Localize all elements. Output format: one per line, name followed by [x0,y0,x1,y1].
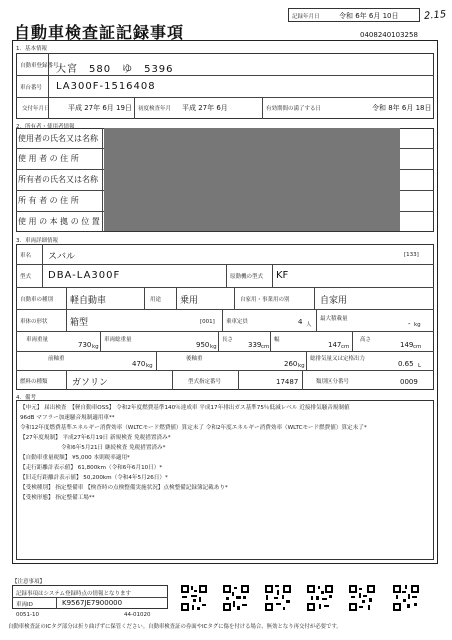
owner-name-label: 所有者の氏名又は名称 [18,175,98,184]
plate-label: 自動車登録番号 [20,63,59,69]
designation-label: 型式指定番号 [188,379,222,385]
designation-value: 17487 [276,378,299,386]
rear-axle-unit: kg [298,363,305,369]
section-vehicle-heading: 3．車両詳細情報 [16,238,58,244]
max-load-label: 最大積載量 [320,316,348,322]
document-number: 0408240103258 [360,31,418,39]
width-value: 147 [328,341,342,349]
notice-heading: 【注意事項】 [12,579,46,585]
weight-label: 車両重量 [26,337,49,343]
note-line: 令和6年5月21日 継続検査 免税措置済み* [20,445,166,451]
gross-weight-unit: kg [210,344,217,350]
user-name-label: 使用者の氏名又は名称 [18,134,98,143]
length-unit: cm [261,344,270,350]
purpose-label: 自家用・事業用の別 [240,297,290,303]
gross-weight-label: 車両総重量 [104,337,132,343]
model-label: 型式 [20,274,32,280]
user-address-label: 使 用 者 の 住 所 [18,154,79,163]
kind-label: 自動車の種別 [20,297,54,303]
owner-address-label: 所 有 者 の 住 所 [18,196,79,205]
category-value: 0009 [400,378,418,386]
note-line: 【27年度規制】 平成27年6月19日 新規検査 免税措置済み* [20,435,171,441]
weight-unit: kg [92,344,99,350]
qr-code-2 [222,584,250,612]
weight-value: 730 [78,341,92,349]
fuel-value: ガソリン [72,378,109,388]
plate-value: 大宮 580 ゆ 5396 [56,64,174,75]
qr-code-6 [392,584,420,612]
capacity-label: 乗車定員 [226,319,249,325]
max-load-unit: kg [414,322,421,328]
use-label: 用途 [150,297,162,303]
front-axle-value: 470 [132,360,146,368]
note-line: 【走行距離計表示値】 61,800km（令和6年6月10日）* [20,465,163,471]
handwritten-note: 2.15 [423,9,447,22]
displacement-value: 0.65 [398,360,414,368]
maker-value: スバル [48,252,76,262]
engine-value: KF [276,270,289,281]
kind-value: 軽自動車 [70,296,107,306]
code-left: 0051-10 [16,612,39,618]
note-line: 【受検種別】 指定整備車 【検査時の点検整備実施状況】点検整備記録簿記載あり* [20,485,228,491]
expiry-label: 有効期間の満了する日 [266,106,322,112]
rear-axle-label: 後軸重 [186,356,203,362]
body-code: [001] [200,319,215,325]
note-line: 【申元】 届出検査 【軽自動車OSS】 令和2年度燃費基準140％達成車 平成17年排出ガス基準75％低減レベル 近接排気騒音規制値 [20,405,350,411]
maker-label: 車名 [20,253,32,259]
engine-label: 原動機の型式 [230,274,264,280]
category-label: 類別区分番号 [316,379,350,385]
capacity-unit: 人 [306,322,312,328]
section-basic-heading: 1．基本情報 [16,46,47,52]
length-value: 339 [248,341,262,349]
expiry-value: 令和 8年 6月 18日 [372,104,432,112]
height-value: 149 [400,341,414,349]
issue-date-value: 平成 27年 6月 19日 [68,104,132,112]
front-axle-unit: kg [146,363,153,369]
height-label: 高さ [360,337,372,343]
record-date-value: 令和 6年 6月 10日 [339,12,399,20]
chassis-value: LA300F-1516408 [56,81,156,92]
car-id-label: 車両ID [16,602,33,608]
width-unit: cm [341,344,350,350]
model-value: DBA-LA300F [48,270,121,281]
length-label: 長さ [222,337,234,343]
record-date-label: 記録年月日 [292,14,320,20]
note-line: 96dB マフラー加速騒音規制適用車** [20,415,115,421]
qr-code-3 [264,584,292,612]
fuel-label: 燃料の種類 [20,379,48,385]
base-location-label: 使 用 の 本 拠 の 位 置 [18,217,100,226]
warning-text: 自動車検査証のICタグ部分は折り曲げずに保管ください。自動車検査証の券面やICタグに傷を付ける場合、無効となり再交付が必要です。 [8,624,342,630]
note-line: 【旧走行距離計表示値】 50,200km（令和4年5月26日）* [20,475,168,481]
maker-code: [133] [404,252,419,258]
height-unit: cm [413,344,422,350]
redacted-owner-block [104,128,400,231]
first-reg-label: 初度検査年月 [138,106,172,112]
purpose-value: 自家用 [320,296,348,306]
notes-list [20,403,430,503]
issue-date-label: 交付年月日 [22,106,50,112]
section-owner-heading: 2．所有者・使用者情報 [16,124,75,130]
qr-code-1 [180,584,208,612]
body-label: 車体の形状 [20,319,48,325]
note-line: 【自動車重量税額】 ¥5,000 本則税率適用* [20,455,130,461]
max-load-value: - [408,320,411,328]
qr-code-5 [348,584,376,612]
note-line: 令和12年度燃費基準エネルギー消費効率（WLTCモード燃費値）算定未了 令和2年度エネルギー消費効率（WLTCモード燃費値）算定未了* [20,425,367,431]
first-reg-value: 平成 27年 6月 [182,104,228,112]
note-line: 【受検形態】 指定整備工場** [20,495,95,501]
rear-axle-value: 260 [284,360,298,368]
width-label: 幅 [274,337,280,343]
document-title: 自動車検査証記録事項 [14,23,185,42]
chassis-label: 車台番号 [20,85,43,91]
capacity-value: 4 [298,318,303,326]
use-value: 乗用 [180,296,199,306]
displacement-unit: L [418,363,422,369]
qr-code-4 [306,584,334,612]
displacement-label: 総排気量又は定格出力 [310,356,366,362]
record-date-box [288,8,420,22]
section-notes-heading: 4．備考 [16,395,36,401]
gross-weight-value: 950 [196,341,210,349]
car-id-value: K9567JE7900000 [62,599,123,607]
notice-text: 記録事項はシステム登録時点の情報となります [16,591,131,597]
body-value: 箱型 [70,318,89,328]
code-right: 44-01020 [124,612,151,618]
front-axle-label: 前軸重 [48,356,65,362]
